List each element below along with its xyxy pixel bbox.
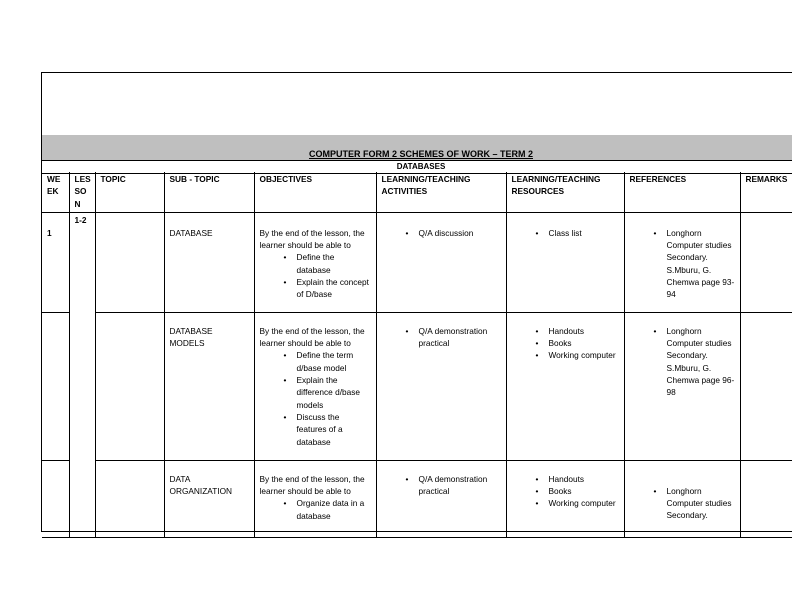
objective-item: • Define the database xyxy=(260,251,371,276)
resource-item: • Books xyxy=(512,485,619,497)
header-activities: LEARNING/TEACHING ACTIVITIES xyxy=(376,172,506,212)
references-cell xyxy=(624,460,740,537)
objectives-intro: By the end of the lesson, the learner should be able to xyxy=(259,473,365,497)
subtopic-cell: DATABASE xyxy=(164,212,254,312)
subtopic-cell: DATA ORGANIZATION xyxy=(164,460,254,537)
objectives-cell xyxy=(254,312,376,460)
header-subtopic: SUB - TOPIC xyxy=(164,172,254,212)
topic-cell xyxy=(95,312,164,460)
header-references: REFERENCES xyxy=(624,172,740,212)
document-title: COMPUTER FORM 2 SCHEMES OF WORK – TERM 2 xyxy=(308,149,533,159)
objective-item: • Define the term d/base model xyxy=(260,349,371,374)
header-lesson: LES SO N xyxy=(69,172,95,212)
week-cell xyxy=(42,460,69,537)
header-remarks: REMARKS xyxy=(740,172,792,212)
activities-cell xyxy=(376,460,506,537)
document-frame xyxy=(41,72,792,532)
week-cell xyxy=(42,312,69,460)
header-topic: TOPIC xyxy=(95,172,164,212)
activities-cell xyxy=(376,312,506,460)
reference-item: • Longhorn Computer studies Secondary. S.Mburu, G. Chemwa page 93-94 xyxy=(630,227,735,301)
activity-item: • Q/A discussion xyxy=(382,227,501,239)
header-objectives: OBJECTIVES xyxy=(254,172,376,212)
remarks-cell xyxy=(740,212,792,312)
subtopic-cell: DATABASE MODELS xyxy=(164,312,254,460)
objectives-intro: By the end of the lesson, the learner should be able to xyxy=(259,227,365,251)
table-row xyxy=(42,212,792,312)
scheme-table xyxy=(42,172,792,538)
table-row xyxy=(42,312,792,460)
topic-cell xyxy=(95,460,164,537)
header-week: WE EK xyxy=(42,172,69,212)
topic-cell xyxy=(95,212,164,312)
resource-item: • Class list xyxy=(512,227,619,239)
table-row xyxy=(42,460,792,537)
resources-cell xyxy=(506,312,624,460)
resource-item: • Handouts xyxy=(512,473,619,485)
remarks-cell xyxy=(740,460,792,537)
resource-item: • Working computer xyxy=(512,349,619,361)
objectives-intro: By the end of the lesson, the learner should be able to xyxy=(259,325,365,349)
activity-item: • Q/A demonstration practical xyxy=(382,325,501,350)
header-resources: LEARNING/TEACHING RESOURCES xyxy=(506,172,624,212)
resources-cell xyxy=(506,460,624,537)
document-subtitle: DATABASES xyxy=(42,160,792,174)
remarks-cell xyxy=(740,312,792,460)
references-cell xyxy=(624,212,740,312)
reference-item: • Longhorn Computer studies Secondary. xyxy=(630,485,735,522)
references-cell xyxy=(624,312,740,460)
objectives-cell xyxy=(254,460,376,537)
activities-cell xyxy=(376,212,506,312)
activity-item: • Q/A demonstration practical xyxy=(382,473,501,498)
resource-item: • Books xyxy=(512,337,619,349)
header-area xyxy=(42,73,792,136)
objectives-cell xyxy=(254,212,376,312)
reference-item: • Longhorn Computer studies Secondary. S.Mburu, G. Chemwa page 96-98 xyxy=(630,325,735,399)
objective-item: • Discuss the features of a database xyxy=(260,411,371,448)
objective-item: • Explain the difference d/base models xyxy=(260,374,371,411)
objective-item: • Organize data in a database xyxy=(260,497,371,522)
objective-item: • Explain the concept of D/base xyxy=(260,276,371,301)
resource-item: • Working computer xyxy=(512,497,619,509)
lesson-cell: 1-2 xyxy=(69,212,95,537)
header-row xyxy=(42,172,792,212)
resources-cell xyxy=(506,212,624,312)
week-cell: 1 xyxy=(42,212,69,312)
resource-item: • Handouts xyxy=(512,325,619,337)
